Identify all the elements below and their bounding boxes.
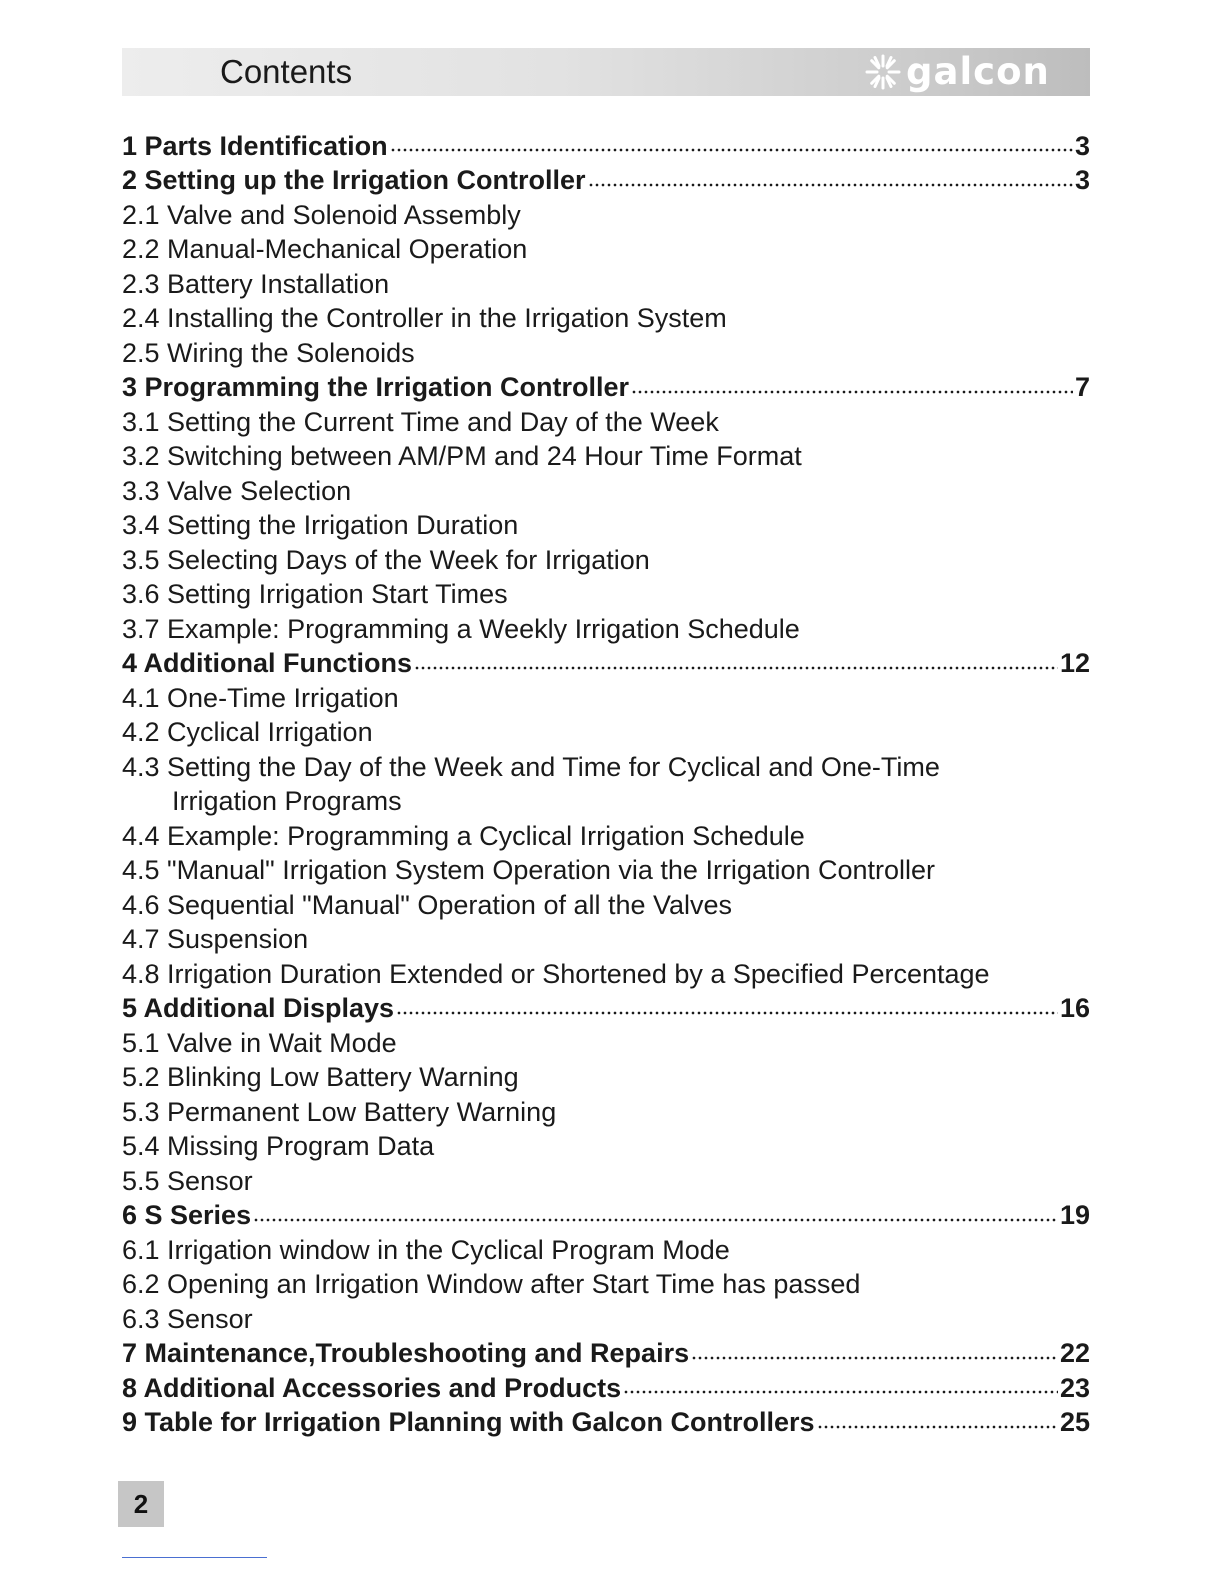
- toc-entry-label: 4.8 Irrigation Duration Extended or Shortened by a Specified Percentage: [122, 958, 990, 989]
- toc-entry-label: 4 Additional Functions: [122, 648, 412, 679]
- toc-entry-label: 3.2 Switching between AM/PM and 24 Hour Time Format: [122, 441, 802, 472]
- toc-entry-label: 3.4 Setting the Irrigation Duration: [122, 510, 519, 541]
- toc-entry-label: 4.5 "Manual" Irrigation System Operation via the Irrigation Controller: [122, 855, 936, 886]
- toc-chapter-entry[interactable]: [122, 992, 1090, 1027]
- toc-page-number: 19: [1059, 1200, 1090, 1231]
- brand-logo: [864, 50, 1050, 94]
- toc-section-entry[interactable]: [122, 1233, 1090, 1268]
- toc-section-entry[interactable]: [122, 716, 1090, 751]
- toc-section-entry[interactable]: [122, 750, 1090, 785]
- toc-section-entry[interactable]: [122, 888, 1090, 923]
- toc-chapter-entry[interactable]: [122, 1199, 1090, 1234]
- toc-entry-label: 4.2 Cyclical Irrigation: [122, 717, 373, 748]
- toc-section-entry[interactable]: [122, 1095, 1090, 1130]
- toc-entry-label: 4.7 Suspension: [122, 924, 309, 955]
- toc-dot-leader: [623, 1388, 1058, 1397]
- toc-entry-label: 1 Parts Identification: [122, 130, 388, 161]
- toc-page-number: 25: [1059, 1407, 1090, 1438]
- page-title: Contents: [220, 53, 353, 90]
- toc-dot-leader: [691, 1353, 1058, 1362]
- toc-section-entry[interactable]: [122, 854, 1090, 889]
- toc-entry-label: 4.3 Setting the Day of the Week and Time for Cyclical and One-Time: [122, 751, 940, 782]
- toc-entry-label: 3 Programming the Irrigation Controller: [122, 372, 630, 403]
- toc-entry-label: 6.3 Sensor: [122, 1303, 253, 1334]
- toc-page-number: 22: [1059, 1338, 1090, 1369]
- toc-entry-label: 6.2 Opening an Irrigation Window after Start Time has passed: [122, 1269, 861, 1300]
- toc-entry-label: 2.1 Valve and Solenoid Assembly: [122, 199, 521, 230]
- toc-dot-leader: [253, 1215, 1058, 1224]
- contents-header-bar: [122, 48, 1090, 96]
- toc-section-entry[interactable]: [122, 543, 1090, 578]
- toc-entry-label: Irrigation Programs: [172, 786, 402, 817]
- toc-dot-leader: [390, 146, 1073, 155]
- toc-entry-label: 4.4 Example: Programming a Cyclical Irrigation Schedule: [122, 820, 805, 851]
- toc-section-entry[interactable]: [122, 1061, 1090, 1096]
- toc-page-number: 7: [1074, 372, 1090, 403]
- toc-section-entry[interactable]: [122, 681, 1090, 716]
- toc-section-entry[interactable]: [122, 474, 1090, 509]
- toc-entry-label: 9 Table for Irrigation Planning with Galcon Controllers: [122, 1407, 815, 1438]
- toc-entry-label: 2.5 Wiring the Solenoids: [122, 337, 415, 368]
- toc-entry-label: 4.1 One-Time Irrigation: [122, 682, 399, 713]
- toc-entry-label: 3.1 Setting the Current Time and Day of the Week: [122, 406, 719, 437]
- toc-section-entry[interactable]: [122, 957, 1090, 992]
- toc-section-entry[interactable]: [122, 1268, 1090, 1303]
- toc-page-number: 16: [1059, 993, 1090, 1024]
- toc-entry-label: 4.6 Sequential "Manual" Operation of all the Valves: [122, 889, 733, 920]
- galcon-sun-icon: [864, 53, 902, 91]
- toc-section-entry[interactable]: [122, 1164, 1090, 1199]
- toc-section-entry[interactable]: [122, 440, 1090, 475]
- table-of-contents: [122, 129, 1090, 1440]
- toc-section-entry[interactable]: [122, 819, 1090, 854]
- toc-chapter-entry[interactable]: [122, 371, 1090, 406]
- toc-section-entry[interactable]: [122, 336, 1090, 371]
- toc-entry-label: 2.3 Battery Installation: [122, 268, 390, 299]
- toc-entry-label: 6 S Series: [122, 1200, 252, 1231]
- toc-entry-label: 5.2 Blinking Low Battery Warning: [122, 1062, 519, 1093]
- toc-chapter-entry[interactable]: [122, 164, 1090, 199]
- toc-page-number: 12: [1059, 648, 1090, 679]
- toc-entry-label: 2 Setting up the Irrigation Controller: [122, 165, 586, 196]
- toc-dot-leader: [588, 180, 1073, 189]
- toc-section-entry[interactable]: [122, 267, 1090, 302]
- toc-entry-label: 3.7 Example: Programming a Weekly Irrigation Schedule: [122, 613, 800, 644]
- toc-dot-leader: [414, 663, 1058, 672]
- toc-entry-label: 5.3 Permanent Low Battery Warning: [122, 1096, 557, 1127]
- toc-entry-label: 7 Maintenance,Troubleshooting and Repairs: [122, 1338, 690, 1369]
- toc-entry-label: 8 Additional Accessories and Products: [122, 1372, 622, 1403]
- toc-chapter-entry[interactable]: [122, 1406, 1090, 1441]
- brand-wordmark: galcon: [906, 50, 1050, 93]
- toc-entry-label: 5.1 Valve in Wait Mode: [122, 1027, 397, 1058]
- toc-chapter-entry[interactable]: [122, 647, 1090, 682]
- toc-section-entry[interactable]: [122, 302, 1090, 337]
- toc-entry-label: 3.3 Valve Selection: [122, 475, 352, 506]
- toc-section-entry[interactable]: [122, 509, 1090, 544]
- toc-dot-leader: [396, 1008, 1058, 1017]
- toc-section-entry[interactable]: [122, 923, 1090, 958]
- toc-chapter-entry[interactable]: [122, 1337, 1090, 1372]
- toc-entry-label: 2.4 Installing the Controller in the Irrigation System: [122, 303, 727, 334]
- toc-dot-leader: [631, 387, 1073, 396]
- toc-entry-label: 3.6 Setting Irrigation Start Times: [122, 579, 508, 610]
- page-number: 2: [118, 1481, 164, 1527]
- toc-section-entry[interactable]: [122, 578, 1090, 613]
- toc-section-entry[interactable]: [122, 612, 1090, 647]
- toc-entry-label: 5.5 Sensor: [122, 1165, 253, 1196]
- toc-dot-leader: [817, 1422, 1058, 1431]
- toc-section-entry[interactable]: [122, 1026, 1090, 1061]
- toc-entry-label: 2.2 Manual-Mechanical Operation: [122, 234, 528, 265]
- toc-section-entry[interactable]: [122, 1302, 1090, 1337]
- footer-divider: [122, 1557, 267, 1558]
- toc-section-entry[interactable]: [122, 198, 1090, 233]
- toc-page-number: 3: [1074, 130, 1090, 161]
- toc-page-number: 23: [1059, 1372, 1090, 1403]
- toc-entry-label: 3.5 Selecting Days of the Week for Irrigation: [122, 544, 650, 575]
- toc-entry-label: 5.4 Missing Program Data: [122, 1131, 435, 1162]
- toc-section-entry[interactable]: [122, 405, 1090, 440]
- toc-chapter-entry[interactable]: [122, 1371, 1090, 1406]
- toc-entry-label: 6.1 Irrigation window in the Cyclical Program Mode: [122, 1234, 730, 1265]
- toc-section-entry[interactable]: [122, 1130, 1090, 1165]
- toc-section-entry[interactable]: [122, 233, 1090, 268]
- toc-page-number: 3: [1074, 165, 1090, 196]
- toc-chapter-entry[interactable]: [122, 129, 1090, 164]
- toc-section-entry[interactable]: [122, 785, 1090, 820]
- toc-entry-label: 5 Additional Displays: [122, 993, 395, 1024]
